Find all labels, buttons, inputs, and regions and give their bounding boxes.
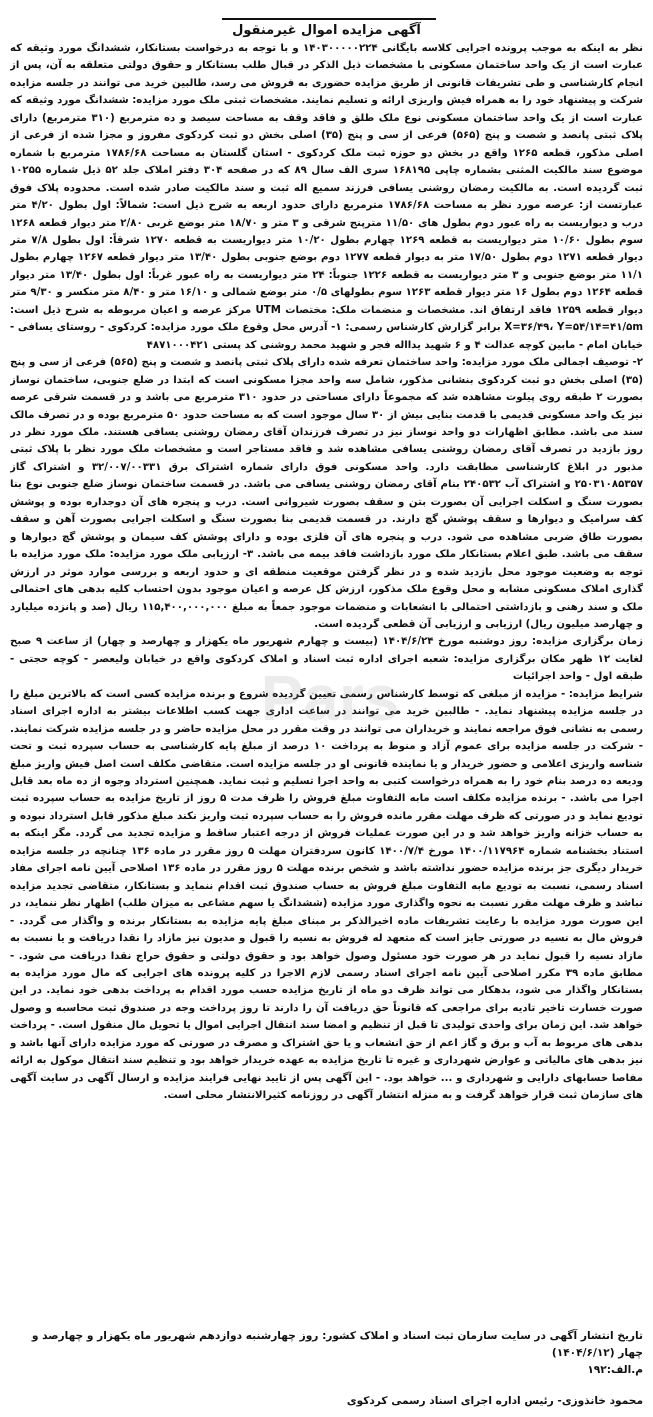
notice-title: آگهی مزایده اموال غیرمنقول <box>232 23 421 38</box>
auction-terms-paragraph: شرایط مزایده: - مزایده از مبلغی که توسط کارشناس رسمی تعیین گردیده شروع و برنده مزایده کسی است که بالاترین مبلغ را در جلسه مزایده پیشنهاد نماید. - طالبین خرید می توانند در ساعت اداری جهت کسب اطلاعات بیشتر به اداره اجرای اسناد رسمی به نشانی فوق مراجعه نمایند و خریداران می توانند در وقت مقرر در محل مزایده حاضر و در جلسه مزایده شرکت نمایند. - شرکت در جلسه مزایده برای عموم آزاد و منوط به پرداخت ۱۰ درصد از مبلغ پایه کارشناسی به حساب سپرده ثبت و تحت شناسه واریزی اعلامی و حضور خریدار و یا نماینده قانونی او در جلسه مزایده است. متقاضی مکلف است اصل فیش واریز مبلغ ودیعه ده درصد بنام خود را به همراه درخواست کتبی به واحد اجرا تسلیم و ثبت نماید. همچنین استرداد وجوه از ده ماه بعد قابل اجرا می باشد. - برنده مزایده مکلف است مابه التفاوت مبلغ فروش را ظرف مدت ۵ روز از تاریخ مزایده به حساب سپرده ثبت تودیع نماید و در صورتی که ظرف مهلت مقرر مانده فروش را به حساب سپرده ثبت واریز نکند مبلغ مذکور قابل استرداد نبوده و به حساب خزانه واریز خواهد شد و در این صورت عملیات فروش از درجه اعتبار ساقط و مزایده تجدید می گردد. مگر اینکه به استناد بخشنامه شماره ۱۴۰۰/۱۱۷۹۶۴ مورخ ۱۴۰۰/۷/۴ کانون سردفتران مهلت ۵ روز مقرر در ماده ۱۳۶ چنانچه در جلسه مزایده خریدار دیگری جز برنده مزایده حضور نداشته باشد و شخص برنده مهلت ۵ روز مقرر در ماده ۱۳۶ اصلاحی آیین نامه اجرای مفاد اسناد رسمی، نسبت به تودیع مابه التفاوت مبلغ فروش به حساب صندوق ثبت اقدام ننماید و بستانکار، متقاضی تجدید مزایده نباشد و ظرف مهلت مقرر نسبت به نحوه واگذاری مورد مزایده (ششدانگ یا سهم مشاعی به میزان طلب) اظهار نظر ننماید، در این صورت مورد مزایده با رعایت تشریفات ماده اخیرالذکر بر مبنای مبلغ پایه مزایده به بستانکار برنده و واگذار می گردد. - فروش مال به نسیه در صورتی جایز است که متعهد له فروش به نسیه را قبول و مدیون نیز مازاد را نقدا دریافت و یا نسبت به مازاد نسیه را قبول نماید در هر صورت خود مسئول وصول خواهد بود و حقوق دولتی و حقوق حراج نقدا دریافت می شود. - مطابق ماده ۳۹ مکرر اصلاحی آیین نامه اجرای اسناد رسمی لازم الاجرا در کلیه پرونده های اجرایی که مال مورد مزایده به بستانکار واگذار می شود، بدهکار می تواند ظرف دو ماه از تاریخ مزایده حسب مورد اقدام به پرداخت بدهی خود نماید. در این صورت خسارت تاخیر تادیه برای مراجعی که قانوناً حق دریافت آن را دارند تا روز پرداخت وجه در صندوق ثبت محاسبه و وصول خواهد شد. این زمان برای واحدی تولیدی تا قبل از تنظیم و امضا سند انتقال اجرایی اموال یا تحویل مال منقول است. - پرداخت بدهی های مربوط به آب و برق و گاز اعم از حق انشعاب و یا حق اشتراک و مصرف در صورتی که مورد مزایده دارای آنها باشد و نیز بدهی های مالیاتی و عوارض شهرداری و غیره تا تاریخ مزایده به عهده خریدار خواهد بود و تنظیم سند انتقال موکول به ارائه مفاصا حسابهای دارایی و شهرداری و ... خواهد بود. - این آگهی پس از تایید نهایی فرایند مزایده و ارسال آگهی در سایت آگهی های سازمان ثبت قرار خواهد گرفت و به منزله انتشار آگهی در روزنامه کثیرالانتشار محلی است. <box>10 688 643 1102</box>
auction-time-paragraph: زمان برگزاری مزایده: روز دوشنبه مورخ ۱۴۰۴/۶/۲۴ (بیست و چهارم شهریور ماه یکهزار و چهارصد و چهار) از ساعت ۹ صبح لغایت ۱۲ ظهر مکان برگزاری مزایده: شعبه اجرای اداره ثبت اسناد و املاک کردکوی واقع در خیابان ولیعصر - کوچه حجتی - طبقه اول - واحد اجرائیات <box>10 636 643 683</box>
property-summary-paragraph: ۲- توصیف اجمالی ملک مورد مزایده: واحد ساختمان تعرفه شده دارای پلاک ثبتی پانصد و شصت و پنج (۵۶۵) فرعی از سی و پنج (۳۵) اصلی بخش دو ثبت کردکوی بنشانی مذکور، شامل سه واحد مجزا مسکونی است که ابتدا در ضلع جنوبی، ساختمان نوساز بصورت ۲ طبقه روی پیلوت مشاهده شد که مجموعاً دارای مساحتی در حدود ۳۱۰ مترمربع می باشد و در قسمت شرقی عرصه نیز یک واحد مسکونی قدیمی با قدمت بنایی بیش از ۳۰ سال موجود است که به مساحت حدود ۵۰ مترمربع بوده و در تصرف مالک سند می باشد. مطابق اظهارات دو واحد نوساز نیز در تصرف فرزندان آقای رمضان روشنی یسافی هستند. ملک مورد نظر در روز بازدید در تصرف آقای رمضان روشنی یسافی مشاهده شد و فاقد مستاجر است و مشخصات ملک مورد نظر با پلاک ثبتی مذبور در ابلاغ کارشناسی مطابقت دارد. واحد مسکونی فوق دارای شماره اشتراک برق ۳۲/۰۰۷/۰۰۳۳۱ و اشتراک گاز ۲۵۰۳۱۰۸۵۳۵۷ و اشتراک آب ۲۴۰۵۳۲ بنام آقای رمضان روشنی یسافی می باشد. در قسمت ساختمان نوساز ضلع جنوبی نوع بنا بصورت سنگ و اسکلت اجرایی آن بصورت بتن و سقف بصورت شیروانی است. درب و پنجره های آن دوجداره بوده و پوشش کف سرامیک و دیوارها و سقف پوشش گچ دارند. در قسمت قدیمی بنا بصورت سنگ و اسکلت اجرایی بصورت آهن و سقف بصورت طاق ضربی مشاهده می شود. درب و پنجره های آن فلزی بوده و دارای پوشش کف سیمان و پوشش گچ دیوارها و سقف می باشد. طبق اعلام بستانکار ملک مورد بازداشت فاقد بیمه می باشد. ۳- ارزیابی ملک مورد مزایده: ملک مورد مزایده با توجه به وضعیت موجود محل بازدید شده و در نظر گرفتن موقعیت منطقه ای و حدود اربعه و بررسی موارد موثر در ارزش گذاری املاک مسکونی مشابه و محل وقوع ملک مذکور، ارزش کل عرصه و اعیان موجود بدون احتساب کلیه بدهی های احتمالی ملک و سند رهنی و بازداشتی احتمالی با انشعابات و منضمات موجود جمعاً به مبلغ ۱۱۵,۴۰۰,۰۰۰,۰۰۰ ریال (صد و پانزده میلیارد و چهارصد میلیون ریال) ارزیابی و ارزیابی آن قطعی گردیده است. <box>10 357 643 630</box>
property-description-paragraph: نظر به اینکه به موجب پرونده اجرایی کلاسه بایگانی ۱۴۰۳۰۰۰۰۰۲۲۴ و با توجه به درخواست بستانکار، ششدانگ مورد وثیقه که عبارت است از یک واحد ساختمان مسکونی با مشخصات ذیل الذکر در قبال طلب بستانکار و حقوق دولتی متعلقه به آن، پس از انجام کارشناسی و طی تشریفات قانونی از طریق مزایده حضوری به فروش می رسد، طالبین خرید می توانند در جلسه مزایده شرکت و پیشنهاد خود را به همراه فیش واریزی ارائه و تسلیم نمایند. مشخصات ثبتی ملک مورد مزایده: ششدانگ مورد وثیقه که عبارت است از یک واحد ساختمان مسکونی نوع ملک طلق و فاقد وقف به مساحت سیصد و ده مترمربع (۳۱۰ مترمربع) دارای پلاک ثبتی پانصد و شصت و پنج (۵۶۵) فرعی از سی و پنج (۳۵) اصلی بخش دو ثبت کردکوی مفروز و مجزا شده از فرعی از اصلی مذکور، قطعه ۱۲۶۵ واقع در بخش دو حوزه ثبت ملک کردکوی - استان گلستان به مساحت ۱۷۸۶/۶۸ مترمربع با شماره موضوع سند مالکیت المثنی بشماره چاپی ۱۶۸۱۹۵ سری الف سال ۸۹ که در صفحه ۳۰۴ دفتر املاک جلد ۵۲ ذیل شماره ۱۰۲۵۵ ثبت گردیده است. به مالکیت رمضان روشنی یسافی فرزند سمیع اله ثبت و سند مالکیت صادر شده است. محدوده پلاک فوق عبارتست از: عرصه مورد نظر به مساحت ۱۷۸۶/۶۸ مترمربع دارای حدود اربعه به شرح ذیل است: شمالاً: اول بطول ۴/۲۰ متر درب و دیواریست به راه عبور دوم بطول های ۱۱/۵۰ مترپنج شرقی و ۳ متر و ۱۸/۷۰ متر بوضع غربی ۲/۸۰ متر دیوار قطعه ۱۲۶۸ سوم بطول ۱۰/۶۰ متر دیواریست به قطعه ۱۲۶۹ چهارم بطول ۱۰/۲۰ متر دیواریست به قطعه ۱۲۷۰ شرقاً: اول بطول ۷/۸ متر دیوار قطعه ۱۲۷۱ دوم بطول ۱۷/۵۰ متر به دیوار قطعه ۱۲۷۷ دوم بوضع جنوبی بطول ۱۳/۴۰ متر دیوار قطعه ۱۲۶۷ چهارم بطول ۱۱/۱ متر بوضع جنوبی و ۳ متر دیواریست به قطعه ۱۲۲۶ جنوباً: ۲۴ متر دیواریست به راه عبور غرباً: اول بطول ۱۳/۴۰ متر دیوار قطعه ۱۲۶۴ دوم بطول ۱۶ متر دیوار قطعه ۱۲۶۳ سوم بطولهای ۰/۵ متر بوضع شمالی و ۱۶/۱۰ متر و ۸/۴۰ متر منکسر و ۹/۳۰ متر دیوار قطعه ۱۲۵۹ فاقد ارتفاق اند. مشخصات و منضمات ملک: مختصات UTM مرکز عرصه و اعیان مربوطه به شرح ذیل است: X=۳۶/۴۹، Y=۵۴/۱۴=۴۱/۵m برابر گزارش کارشناس رسمی: ۱- آدرس محل وقوع ملک مورد مزایده: کردکوی - روستای یسافی - خیابان امام - مابین کوچه عدالت ۴ و ۶ شهید یدااله فجر و شهید محمد روشنی کد پستی ۴۸۷۱۰۰۰۴۲۱ <box>10 43 643 351</box>
notice-body <box>10 40 643 1330</box>
reference-code: م.الف:۱۹۲ <box>587 1364 643 1376</box>
watermark-text: Pars <box>260 662 400 734</box>
signature-line: محمود خانذوزی- رئیس اداره اجرای اسناد رسمی کردکوی <box>346 1395 643 1407</box>
publication-date: تاریخ انتشار آگهی در سایت سازمان ثبت اسناد و املاک کشور: روز چهارشنبه دوازدهم شهریور ماه یکهزار و چهارصد و چهار (۱۴۰۴/۶/۱۲) <box>31 1330 643 1359</box>
title-rule <box>222 18 436 20</box>
notice-footer <box>10 1328 643 1379</box>
